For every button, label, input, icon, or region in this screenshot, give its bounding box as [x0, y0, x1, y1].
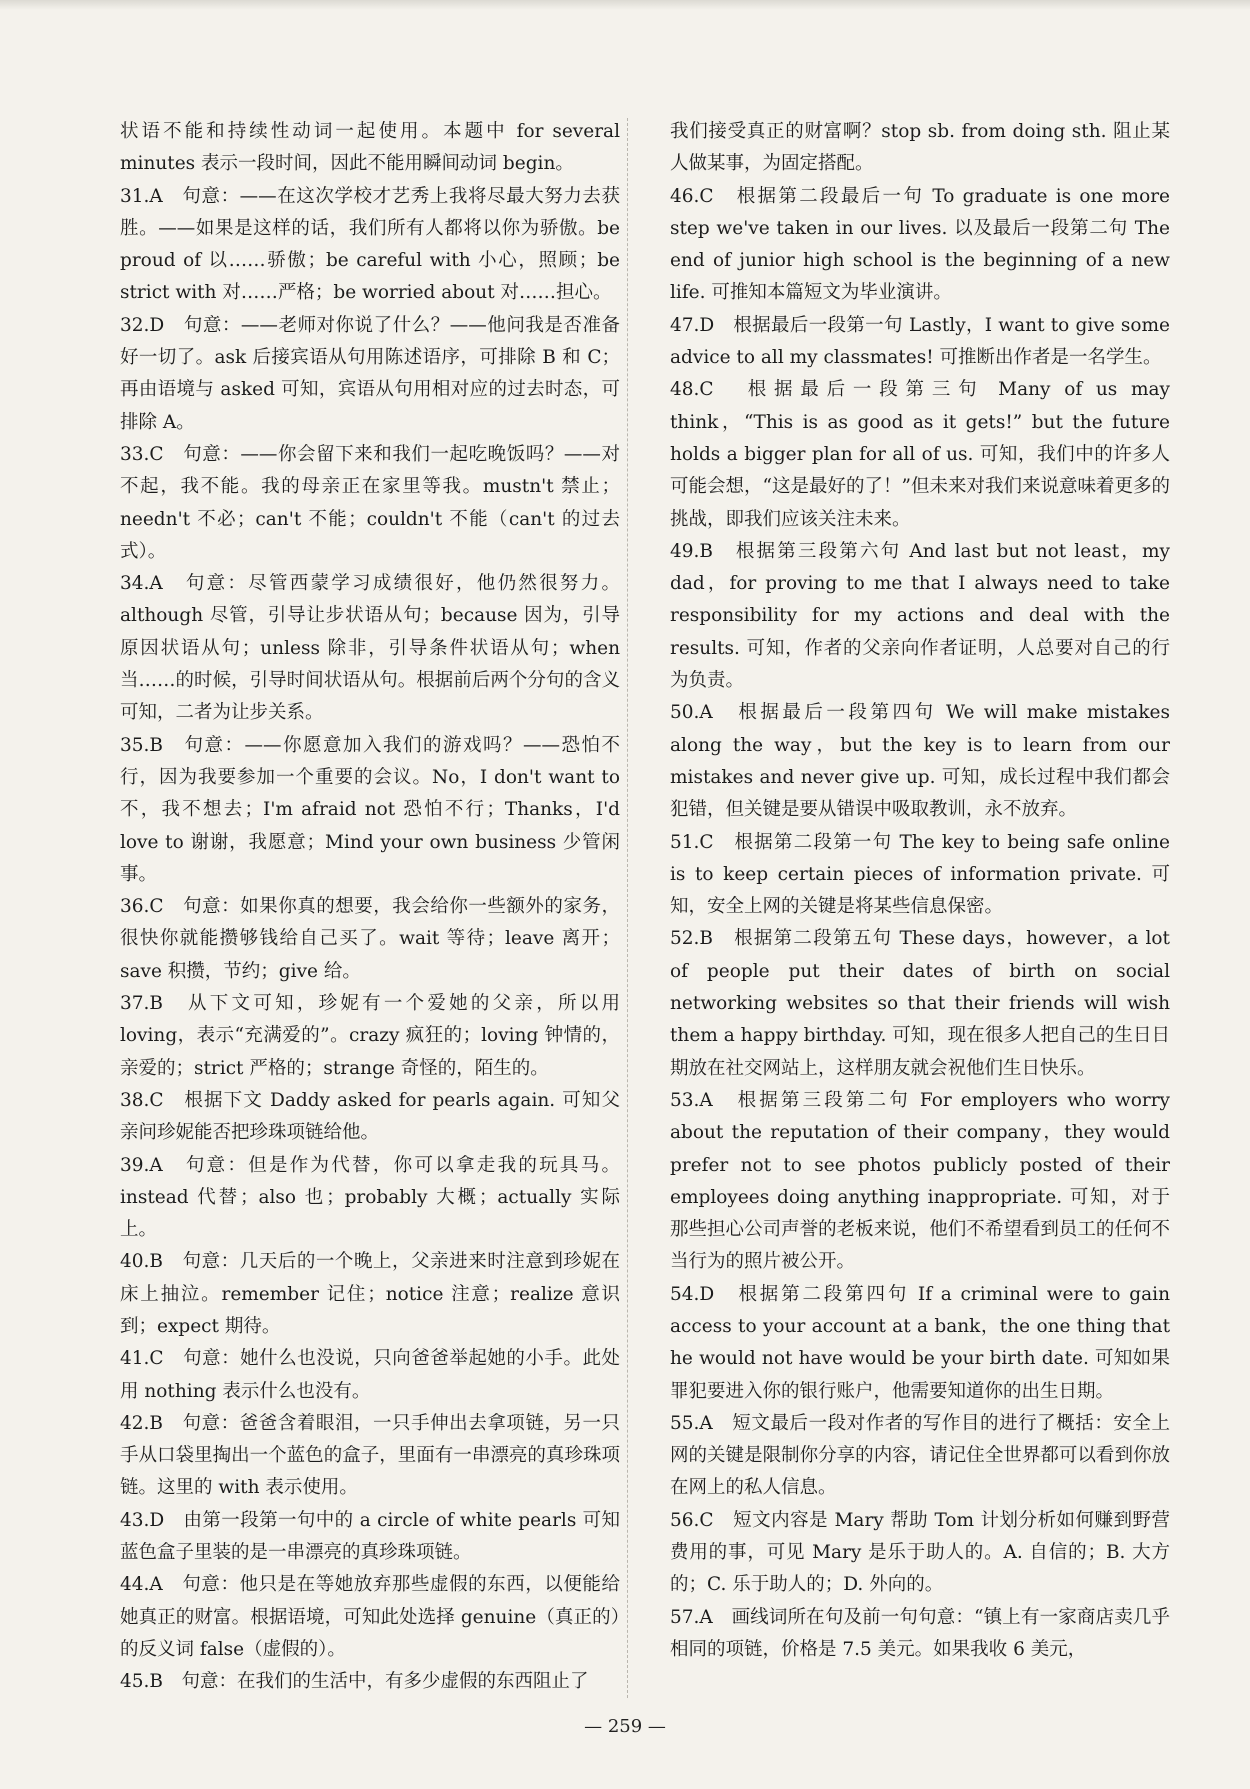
- answer-entry-q52: 52.B 根据第二段第五句 These days，however，a lot of people put their dates of birth on social networking websites so that their friends will wish them a happy birthday. 可知，现在很多人把自己的生日日期放在社交网站上，这样朋友就会祝他们生日快乐。: [670, 928, 1170, 1079]
- left-column: [120, 116, 620, 1699]
- scan-edge: [0, 0, 1250, 10]
- answer-entry-cont-45: 我们接受真正的财富啊？stop sb. from doing sth. 阻止某人做某事，为固定搭配。: [670, 121, 1170, 175]
- answer-entry-q41: 41.C 句意：她什么也没说，只向爸爸举起她的小手。此处用 nothing 表示什么也没有。: [120, 1348, 620, 1402]
- answer-entry-q42: 42.B 句意：爸爸含着眼泪，一只手伸出去拿项链，另一只手从口袋里掏出一个蓝色的盒子，里面有一串漂亮的真珍珠项链。这里的 with 表示使用。: [120, 1412, 620, 1499]
- answer-entry-q48: 48.C 根据最后一段第三句 Many of us may think，“This is as good as it gets!” but the future holds a bigger plan for all of us. 可知，我们中的许多人可能会想，“这是最好的了！”但未来对我们来说意味着更多的挑战，即我们应该关注未来。: [670, 379, 1170, 530]
- answer-entry-q39: 39.A 句意：但是作为代替，你可以拿走我的玩具马。instead 代替；also 也；probably 大概；actually 实际上。: [120, 1154, 620, 1241]
- answer-entry-q57: 57.A 画线词所在句及前一句句意：“镇上有一家商店卖几乎相同的项链，价格是 7.5 美元。如果我收 6 美元，: [670, 1606, 1170, 1660]
- answer-entry-q55: 55.A 短文最后一段对作者的写作目的进行了概括：安全上网的关键是限制你分享的内容，请记住全世界都可以看到你放在网上的私人信息。: [670, 1412, 1170, 1499]
- answer-entry-q54: 54.D 根据第二段第四句 If a criminal were to gain access to your account at a bank，the one thing that he would not have would be your birth date. 可知如果罪犯要进入你的银行账户，他需要知道你的出生日期。: [670, 1283, 1170, 1402]
- answer-entry-q31: 31.A 句意：——在这次学校才艺秀上我将尽最大努力去获胜。——如果是这样的话，我们所有人都将以你为骄傲。be proud of 以……骄傲；be careful with 小心，照顾；be strict with 对……严格；be worried about 对……担心。: [120, 185, 620, 304]
- answer-entry-q40: 40.B 句意：几天后的一个晚上，父亲进来时注意到珍妮在床上抽泣。remember 记住；notice 注意；realize 意识到；expect 期待。: [120, 1251, 620, 1337]
- right-column: [670, 116, 1170, 1666]
- answer-entry-q56: 56.C 短文内容是 Mary 帮助 Tom 计划分析如何赚到野营费用的事，可见 Mary 是乐于助人的。A. 自信的；B. 大方的；C. 乐于助人的；D. 外向的。: [670, 1509, 1170, 1596]
- answer-entry-q49: 49.B 根据第三段第六句 And last but not least，my dad，for proving to me that I always need to take responsibility for my actions and deal with the results. 可知，作者的父亲向作者证明，人总要对自己的行为负责。: [670, 540, 1170, 692]
- answer-entry-q35: 35.B 句意：——你愿意加入我们的游戏吗？——恐怕不行，因为我要参加一个重要的会议。No，I don't want to 不，我不想去；I'm afraid not 恐怕不行；Thanks，I'd love to 谢谢，我愿意；Mind your own business 少管闲事。: [120, 734, 620, 885]
- answer-entry-q37: 37.B 从下文可知，珍妮有一个爱她的父亲，所以用 loving，表示“充满爱的”。crazy 疯狂的；loving 钟情的，亲爱的；strict 严格的；strange 奇怪的，陌生的。: [120, 993, 620, 1079]
- answer-entry-q45: 45.B 句意：在我们的生活中，有多少虚假的东西阻止了: [120, 1671, 589, 1693]
- column-divider: [627, 118, 628, 1698]
- answer-entry-q51: 51.C 根据第二段第一句 The key to being safe online is to keep certain pieces of information private. 可知，安全上网的关键是将某些信息保密。: [670, 831, 1170, 918]
- answer-entry-q44: 44.A 句意：他只是在等她放弃那些虚假的东西，以便能给她真正的财富。根据语境，可知此处选择 genuine（真正的）的反义词 false（虚假的）。: [120, 1574, 620, 1660]
- answer-entry-q50: 50.A 根据最后一段第四句 We will make mistakes along the way，but the key is to learn from our mistakes and never give up. 可知，成长过程中我们都会犯错，但关键是要从错误中吸取教训，永不放弃。: [670, 702, 1170, 821]
- answer-entry-q46: 46.C 根据第二段最后一句 To graduate is one more step we've taken in our lives. 以及最后一段第二句 The end of junior high school is the beginning of a new life. 可推知本篇短文为毕业演讲。: [670, 185, 1170, 304]
- answer-entry-q33: 33.C 句意：——你会留下来和我们一起吃晚饭吗？——对不起，我不能。我的母亲正在家里等我。mustn't 禁止；needn't 不必；can't 不能；couldn't 不能（can't 的过去式）。: [120, 443, 620, 562]
- answer-entry-q53: 53.A 根据第三段第二句 For employers who worry about the reputation of their company，they would prefer not to see photos publicly posted of their employees doing anything inappropriate. 可知，对于那些担心公司声誉的老板来说，他们不希望看到员工的任何不当行为的照片被公开。: [670, 1089, 1170, 1273]
- answer-entry-q32: 32.D 句意：——老师对你说了什么？——他问我是否准备好一切了。ask 后接宾语从句用陈述语序，可排除 B 和 C；再由语境与 asked 可知，宾语从句用相对应的过去时态，可排除 A。: [120, 314, 620, 433]
- answer-entry-q34: 34.A 句意：尽管西蒙学习成绩很好，他仍然很努力。although 尽管，引导让步状语从句；because 因为，引导原因状语从句；unless 除非，引导条件状语从句；when 当……的时候，引导时间状语从句。根据前后两个分句的含义可知，二者为让步关系。: [120, 573, 620, 724]
- answer-entry-q43: 43.D 由第一段第一句中的 a circle of white pearls 可知蓝色盒子里装的是一串漂亮的真珍珠项链。: [120, 1509, 620, 1564]
- answer-entry-q38: 38.C 根据下文 Daddy asked for pearls again. 可知父亲问珍妮能否把珍珠项链给他。: [120, 1089, 620, 1144]
- answer-entry-cont-30: 状语不能和持续性动词一起使用。本题中 for several minutes 表示一段时间，因此不能用瞬间动词 begin。: [120, 121, 620, 175]
- answer-entry-q47: 47.D 根据最后一段第一句 Lastly，I want to give some advice to all my classmates! 可推断出作者是一名学生。: [670, 314, 1170, 369]
- answer-entry-q36: 36.C 句意：如果你真的想要，我会给你一些额外的家务，很快你就能攒够钱给自己买了。wait 等待；leave 离开；save 积攒，节约；give 给。: [120, 896, 620, 982]
- page-number: — 259 —: [584, 1716, 666, 1737]
